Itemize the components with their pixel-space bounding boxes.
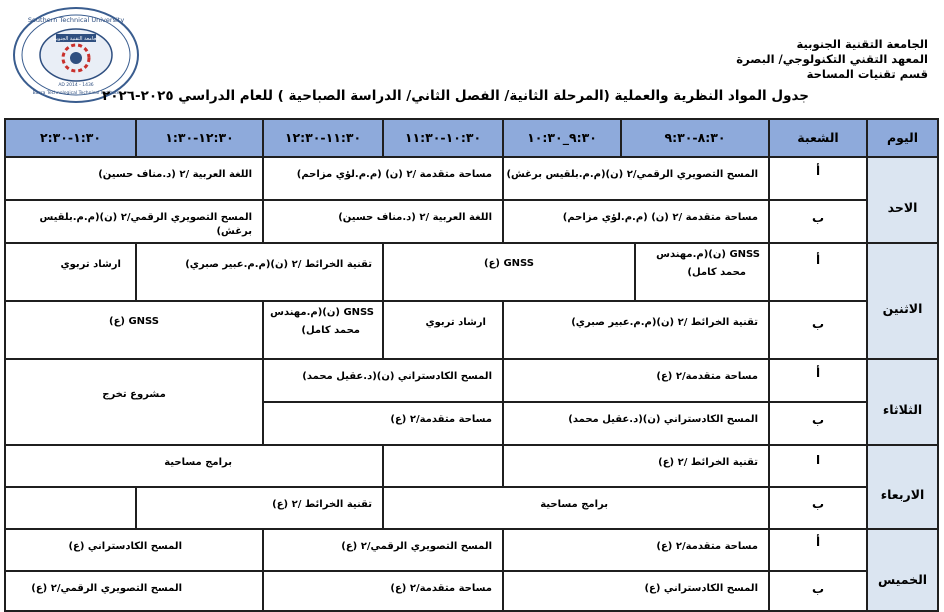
institute-name: المعهد التقني التكنولوجي/ البصرة <box>736 52 928 66</box>
section-thursday-a: أ <box>768 528 868 572</box>
thursday-a-class-1: مساحة متقدمة/٢ (ع) <box>502 528 770 572</box>
sunday-a-class-2: مساحة متقدمة /٢ (ن) (م.م.لؤي مزاحم) <box>262 156 504 201</box>
header-slot-5: ١٢:٣٠-١:٣٠ <box>135 118 264 158</box>
header-slot-3: ١٠:٣٠-١١:٣٠ <box>382 118 504 158</box>
tuesday-a-class-1: مساحة متقدمة/٢ (ع) <box>502 358 770 403</box>
section-sunday-b: ب <box>768 199 868 244</box>
day-monday: الاثنين <box>866 242 939 360</box>
section-monday-a: أ <box>768 242 868 302</box>
svg-text:AD 2014 - 1436: AD 2014 - 1436 <box>58 83 94 88</box>
section-thursday-b: ب <box>768 570 868 612</box>
department-name: قسم تقنيات المساحة <box>806 67 928 81</box>
header-slot-6: ١:٣٠-٢:٣٠ <box>4 118 137 158</box>
svg-text:الجامعة التقنية الجنوبية: الجامعة التقنية الجنوبية <box>52 36 100 42</box>
header-slot-1: ٨:٣٠-٩:٣٠ <box>620 118 770 158</box>
day-wednesday: الاربعاء <box>866 444 939 530</box>
sunday-a-class-3: اللغة العربية /٢ (د.مناف حسين) <box>4 156 264 201</box>
wednesday-b-class-1: برامج مساحية <box>382 486 770 530</box>
monday-b-class-4: GNSS (ع) <box>4 300 264 360</box>
header-slot-4: ١١:٣٠-١٢:٣٠ <box>262 118 384 158</box>
thursday-b-class-2: مساحة متقدمة/٢ (ع) <box>262 570 504 612</box>
thursday-b-class-3: المسح التصويري الرقمي/٢ (ع) <box>4 570 264 612</box>
tuesday-graduation-project: مشروع تخرج <box>4 358 264 446</box>
sunday-a-class-1: المسح التصويري الرقمي/٢ (ن)(م.م.بلقيس برغش) <box>502 156 770 201</box>
schedule-title: جدول المواد النظرية والعملية (المرحلة الثانية/ الفصل الثاني/ الدراسة الصباحية ) للعام الدراسي ٢٠٢٥-٢٠٢٦ <box>102 88 809 104</box>
header-day: اليوم <box>866 118 939 158</box>
monday-b-class-2: ارشاد تربوي <box>382 300 504 360</box>
section-sunday-a: أ <box>768 156 868 201</box>
section-wednesday-b: ب <box>768 486 868 530</box>
sunday-b-class-2: اللغة العربية /٢ (د.مناف حسين) <box>262 199 504 244</box>
wednesday-a-class-1: تقنية الخرائط /٢ (ع) <box>502 444 770 488</box>
wednesday-b-empty <box>4 486 137 530</box>
monday-a-class-2: GNSS (ع) <box>382 242 636 302</box>
section-tuesday-b: ب <box>768 401 868 446</box>
university-name: الجامعة التقنية الجنوبية <box>796 37 928 51</box>
sunday-b-class-1: مساحة متقدمة /٢ (ن) (م.م.لؤي مزاحم) <box>502 199 770 244</box>
monday-b-class-1: تقنية الخرائط /٢ (ن)(م.م.عبير صبري) <box>502 300 770 360</box>
thursday-a-class-2: المسح التصويري الرقمي/٢ (ع) <box>262 528 504 572</box>
tuesday-b-class-2: مساحة متقدمة/٢ (ع) <box>262 401 504 446</box>
monday-b-class-3: GNSS (ن)(م.مهندس محمد كامل) <box>262 300 384 360</box>
monday-a-class-3: تقنية الخرائط /٢ (ن)(م.م.عبير صبري) <box>135 242 384 302</box>
sunday-b-class-3: المسح التصويري الرقمي/٢ (ن)(م.م.بلقيس برغش) <box>4 199 264 244</box>
day-sunday: الاحد <box>866 156 939 244</box>
header-section: الشعبة <box>768 118 868 158</box>
section-wednesday-a: ا <box>768 444 868 488</box>
day-thursday: الخميس <box>866 528 939 612</box>
thursday-a-class-3: المسح الكادستراني (ع) <box>4 528 264 572</box>
tuesday-b-class-1: المسح الكادستراني (ن)(د.عقيل محمد) <box>502 401 770 446</box>
svg-text:Basra Technological Technical: Basra Technological Technical Institute <box>32 91 120 96</box>
section-tuesday-a: أ <box>768 358 868 403</box>
wednesday-a-empty <box>382 444 504 488</box>
wednesday-b-class-2: تقنية الخرائط /٢ (ع) <box>135 486 384 530</box>
section-monday-b: ب <box>768 300 868 360</box>
monday-a-class-4: ارشاد تربوي <box>4 242 137 302</box>
wednesday-a-class-3: برامج مساحية <box>4 444 384 488</box>
thursday-b-class-1: المسح الكادستراني (ع) <box>502 570 770 612</box>
tuesday-a-class-2: المسح الكادستراني (ن)(د.عقيل محمد) <box>262 358 504 403</box>
day-tuesday: الثلاثاء <box>866 358 939 446</box>
header-slot-2: ٩:٣٠_١٠:٣٠ <box>502 118 622 158</box>
monday-a-class-1: GNSS (ن)(م.مهندس محمد كامل) <box>634 242 770 302</box>
svg-text:Southern Technical University: Southern Technical University <box>27 16 125 24</box>
